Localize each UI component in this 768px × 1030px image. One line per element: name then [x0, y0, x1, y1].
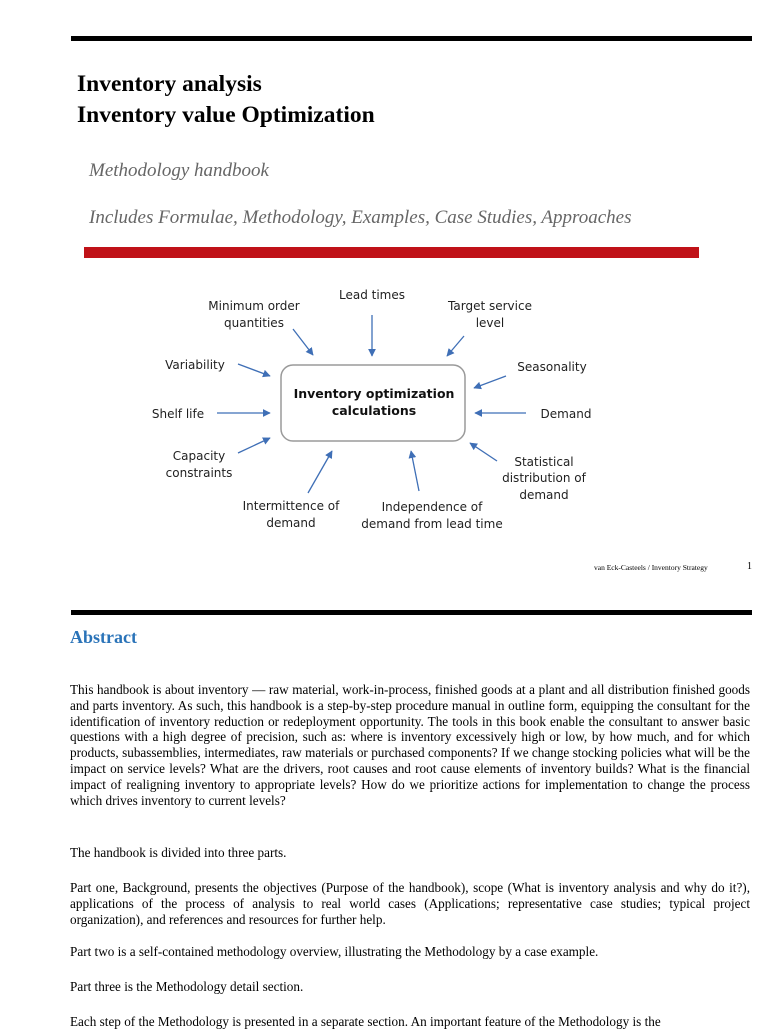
arrow-target-service: [447, 336, 464, 356]
label-variability: Variability: [165, 358, 225, 372]
subtitle-includes: Includes Formulae, Methodology, Examples, Case Studies, Approaches: [89, 207, 632, 228]
page-number: 1: [747, 561, 752, 572]
abstract-paragraph-3: Part one, Background, presents the objectives (Purpose of the handbook), scope (What is inventory analysis and why do it?), applications of the process of analysis to real world cases (Applications; representative case studies; typical project organization), and references and resources for further help.: [70, 880, 750, 927]
label-shelf-life: Shelf life: [151, 407, 205, 421]
label-statistical-2: distribution of: [502, 471, 586, 485]
red-divider-bar: [84, 247, 699, 258]
label-intermittence-1: Intermittence of: [242, 499, 340, 513]
abstract-paragraph-5: Part three is the Methodology detail section.: [70, 979, 304, 994]
arrow-variability: [238, 364, 270, 376]
arrow-statistical: [470, 443, 497, 461]
inventory-optimization-diagram: [140, 278, 620, 540]
label-lead-times: Lead times: [338, 288, 406, 302]
title-line-1: Inventory analysis: [77, 71, 262, 97]
abstract-paragraph-4: Part two is a self-contained methodology overview, illustrating the Methodology by a case example.: [70, 944, 599, 959]
label-independence-2: demand from lead time: [361, 517, 503, 531]
arrow-intermittence: [308, 451, 332, 493]
arrow-independence: [411, 451, 419, 491]
label-target-2: level: [475, 316, 505, 330]
section-rule: [71, 610, 752, 615]
abstract-heading: Abstract: [70, 627, 137, 647]
footer-source: van Eck-Casteels / Inventory Strategy: [594, 563, 708, 572]
arrow-seasonality: [474, 376, 506, 388]
center-label-line-2: calculations: [331, 403, 417, 418]
abstract-paragraph-1: This handbook is about inventory — raw material, work-in-process, finished goods at a plant and all distribution finished goods and parts inventory. As such, this handbook is a step-by-step procedure manual in outline form, equipping the consultant for the identification of inventory reduction or redeployment opportunity. The tools in this book enable the consultant to answer basic questions with a high degree of precision, such as: where is inventory excessively high or low, by how much, and for which products, subassemblies, intermediates, raw materials or purchased components? If we change stocking policies what will be the impact on service levels? What are the drivers, root causes and root cause elements of inventory builds? What is the financial impact of realigning inventory to appropriate levels? How do we prioritize actions for implementation to change the process which drives inventory to current levels?: [70, 682, 750, 808]
label-independence-1: Independence of: [381, 500, 483, 514]
arrow-min-order: [293, 329, 313, 355]
abstract-paragraph-2: The handbook is divided into three parts.: [70, 845, 287, 860]
label-min-order-1: Minimum order: [208, 299, 300, 313]
label-capacity-2: constraints: [165, 466, 233, 480]
label-seasonality: Seasonality: [517, 360, 587, 374]
title-line-2: Inventory value Optimization: [77, 102, 375, 128]
arrow-capacity: [238, 438, 270, 453]
top-rule: [71, 36, 752, 41]
label-statistical-3: demand: [519, 488, 569, 502]
label-intermittence-2: demand: [266, 516, 316, 530]
subtitle-methodology: Methodology handbook: [89, 160, 269, 181]
abstract-paragraph-6: Each step of the Methodology is presented in a separate section. An important feature of the Methodology is the: [70, 1014, 661, 1029]
label-statistical-1: Statistical: [514, 455, 574, 469]
label-demand: Demand: [540, 407, 592, 421]
label-min-order-2: quantities: [224, 316, 284, 330]
label-capacity-1: Capacity: [172, 449, 226, 463]
label-target-1: Target service: [448, 299, 532, 313]
center-label-line-1: Inventory optimization: [293, 386, 455, 401]
